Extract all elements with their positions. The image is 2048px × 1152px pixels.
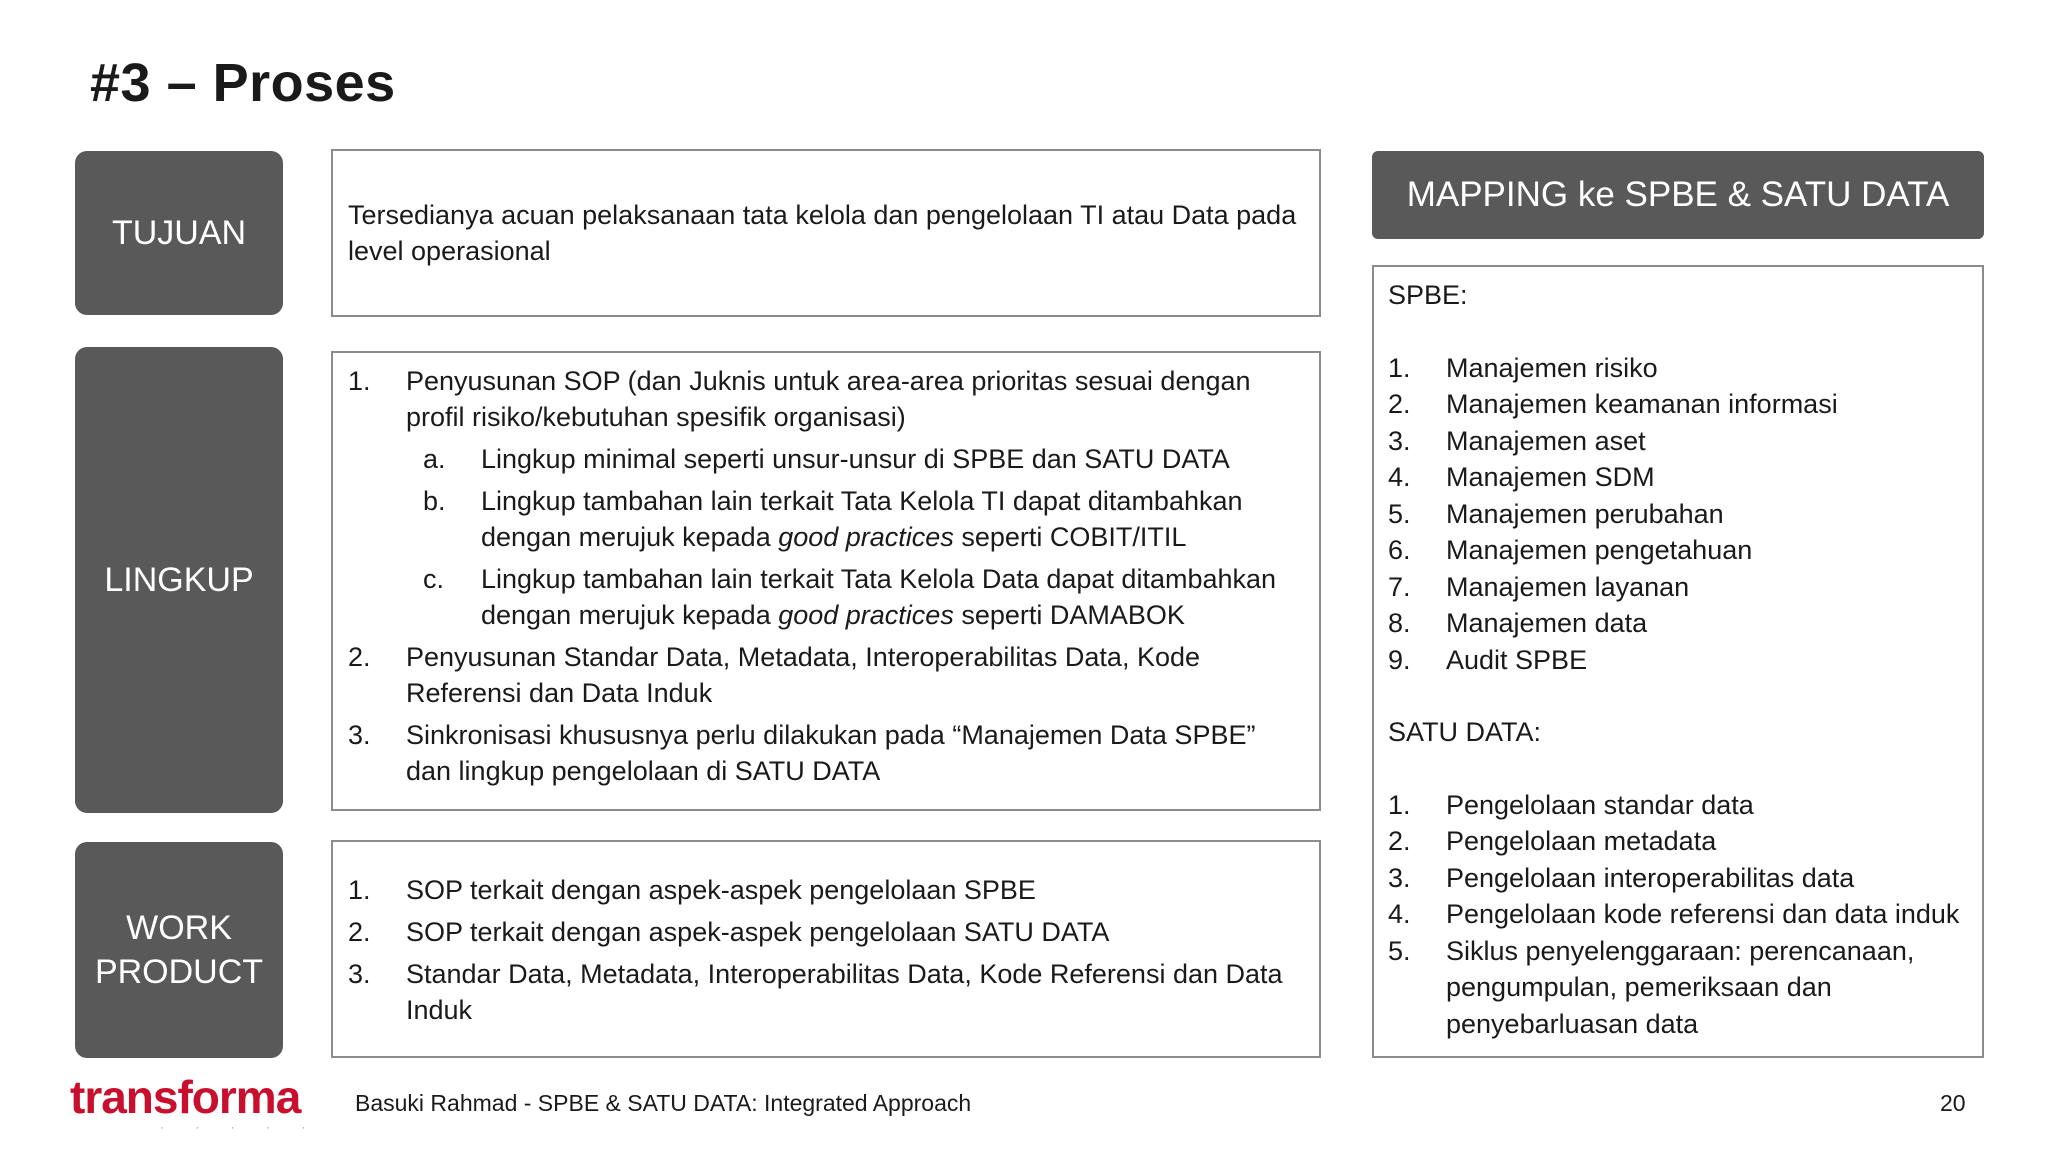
list-item: 1. Manajemen risiko bbox=[1388, 352, 1658, 383]
page-number: 20 bbox=[1940, 1090, 1966, 1116]
list-item: 3. Pengelolaan interoperabilitas data bbox=[1388, 862, 1855, 893]
spbe-list bbox=[1388, 350, 1982, 679]
list-item: 1. Pengelolaan standar data bbox=[1388, 789, 1754, 820]
footer-text: Basuki Rahmad - SPBE & SATU DATA: Integrated Approach bbox=[355, 1090, 972, 1116]
list-item: 1. SOP terkait dengan aspek-aspek pengelolaan SPBE bbox=[348, 875, 1036, 905]
list-item: 2. Manajemen keamanan informasi bbox=[1388, 389, 1838, 419]
list-item: 4. Manajemen SDM bbox=[1388, 462, 1655, 492]
transforma-logo: transforma bbox=[70, 1071, 301, 1123]
work-product-list bbox=[348, 872, 1305, 1028]
list-item: 1. Penyusunan SOP (dan Juknis untuk area-area prioritas sesuai dengan profil risiko/kebutuhan spesifik organisasi) bbox=[348, 366, 1251, 432]
list-item: 2. Pengelolaan metadata bbox=[1388, 826, 1717, 856]
tujuan-box bbox=[331, 149, 1321, 317]
list-item: 3. Manajemen aset bbox=[1388, 425, 1646, 456]
list-item: 6. Manajemen pengetahuan bbox=[1388, 535, 1753, 565]
list-item: 8. Manajemen data bbox=[1388, 608, 1648, 638]
tujuan-text: Tersedianya acuan pelaksanaan tata kelola dan pengelolaan TI atau Data pada level operasional bbox=[348, 200, 1297, 266]
label-tujuan: TUJUAN bbox=[75, 151, 283, 315]
list-item: 2. SOP terkait dengan aspek-aspek pengelolaan SATU DATA bbox=[348, 917, 1110, 947]
label-lingkup: LINGKUP bbox=[75, 347, 283, 813]
lingkup-list bbox=[348, 363, 1305, 789]
list-item: 9. Audit SPBE bbox=[1388, 644, 1588, 675]
list-item: c. Lingkup tambahan lain terkait Tata Kelola Data dapat ditambahkan dengan merujuk kepada good practices seperti DAMABOK bbox=[423, 564, 1277, 630]
page-title: #3 – Proses bbox=[90, 53, 396, 113]
spbe-heading: SPBE: bbox=[1388, 280, 1468, 310]
list-item: 4. Pengelolaan kode referensi dan data induk bbox=[1388, 899, 1960, 929]
list-item: a. Lingkup minimal seperti unsur-unsur di SPBE dan SATU DATA bbox=[423, 444, 1230, 474]
list-item: 2. Penyusunan Standar Data, Metadata, Interoperabilitas Data, Kode Referensi dan Data Induk bbox=[348, 642, 1201, 708]
list-item: 5. Manajemen perubahan bbox=[1388, 498, 1724, 529]
logo-dots-decoration: · · · · · bbox=[160, 1120, 320, 1134]
mapping-box bbox=[1372, 265, 1984, 1058]
list-item: 5. Siklus penyelenggaraan: perencanaan, pengumpulan, pemeriksaan dan penyebarluasan data bbox=[1388, 935, 1915, 1039]
mapping-header: MAPPING ke SPBE & SATU DATA bbox=[1372, 151, 1984, 239]
satu-data-list bbox=[1388, 787, 1982, 1043]
list-item: 3. Standar Data, Metadata, Interoperabilitas Data, Kode Referensi dan Data Induk bbox=[348, 959, 1283, 1025]
list-item: b. Lingkup tambahan lain terkait Tata Kelola TI dapat ditambahkan dengan merujuk kepada good practices seperti COBIT/ITIL bbox=[423, 486, 1243, 552]
satu-data-heading: SATU DATA: bbox=[1388, 717, 1542, 747]
list-item: 3. Sinkronisasi khususnya perlu dilakukan pada “Manajemen Data SPBE” dan lingkup pengelolaan di SATU DATA bbox=[348, 720, 1256, 786]
lingkup-box bbox=[331, 351, 1321, 811]
label-work-product: WORK PRODUCT bbox=[75, 842, 283, 1058]
list-item: 7. Manajemen layanan bbox=[1388, 571, 1690, 602]
work-product-box bbox=[331, 840, 1321, 1058]
